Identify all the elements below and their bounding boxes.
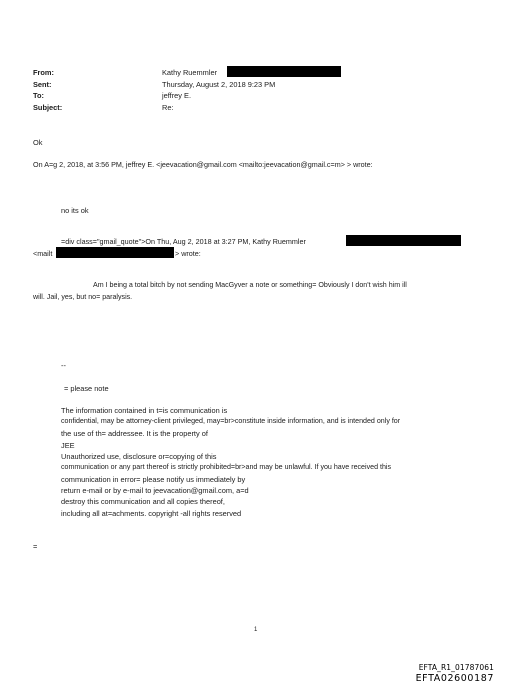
signature-dashes: -- xyxy=(61,361,66,370)
disclaimer-line: communication in error= please notify us immediately by xyxy=(61,475,246,484)
quote-reply: no its ok xyxy=(61,206,89,215)
disclaimer-line: destroy this communication and all copies thereof, xyxy=(61,497,225,506)
bates-number-secondary: EFTA02600187 xyxy=(415,673,494,684)
subject-label: Subject: xyxy=(33,103,63,112)
disclaimer-line: confidential, may be attorney-client privileged, may=br>constitute inside information, and is intended only for xyxy=(61,417,401,425)
trailing-equals: = xyxy=(33,542,38,551)
redaction-bar xyxy=(56,247,174,258)
reply-text: Ok xyxy=(33,138,43,147)
redaction-bar xyxy=(346,235,461,246)
sent-label: Sent: xyxy=(33,80,52,89)
disclaimer-line: including all at=achments. copyright -all rights reserved xyxy=(61,509,242,518)
from-label: From: xyxy=(33,68,54,77)
please-note: = please note xyxy=(64,384,109,393)
message-line-2: will. Jail, yes, but no= paralysis. xyxy=(33,293,133,301)
to-value: jeffrey E. xyxy=(162,91,192,100)
message-line-1: Am I being a total bitch by not sending MacGyver a note or something= Obviously I don't wish him ill xyxy=(93,281,407,289)
bates-number-primary: EFTA_R1_01787061 xyxy=(418,663,494,672)
disclaimer-line: JEE xyxy=(61,441,75,450)
from-value: Kathy Ruemmler xyxy=(162,68,218,77)
sent-value: Thursday, August 2, 2018 9:23 PM xyxy=(162,80,276,89)
disclaimer-line: the use of th= addressee. It is the property of xyxy=(61,429,208,438)
quote2-header: =div class="gmail_quote">On Thu, Aug 2, 2018 at 3:27 PM, Kathy Ruemmler xyxy=(61,237,306,246)
quote2-mailto-start: <mailt xyxy=(33,249,53,258)
disclaimer-line: The information contained in t=is communication is xyxy=(61,406,228,415)
page-number: 1 xyxy=(254,627,258,633)
disclaimer-line: communication or any part thereof is strictly prohibited=br>and may be unlawful. If you have received this xyxy=(61,463,392,471)
quote-intro: On A=g 2, 2018, at 3:56 PM, jeffrey E. <jeevacation@gmail.com <mailto:jeevacation@gmail.c=m> > wrote: xyxy=(33,160,373,169)
redaction-bar xyxy=(227,66,341,77)
subject-value: Re: xyxy=(162,103,174,112)
to-label: To: xyxy=(33,91,44,100)
disclaimer-line: Unauthorized use, disclosure or=copying of this xyxy=(61,452,217,461)
quote2-wrote: > wrote: xyxy=(175,249,201,258)
disclaimer-line: return e-mail or by e-mail to jeevacation@gmail.com, a=d xyxy=(61,486,249,495)
